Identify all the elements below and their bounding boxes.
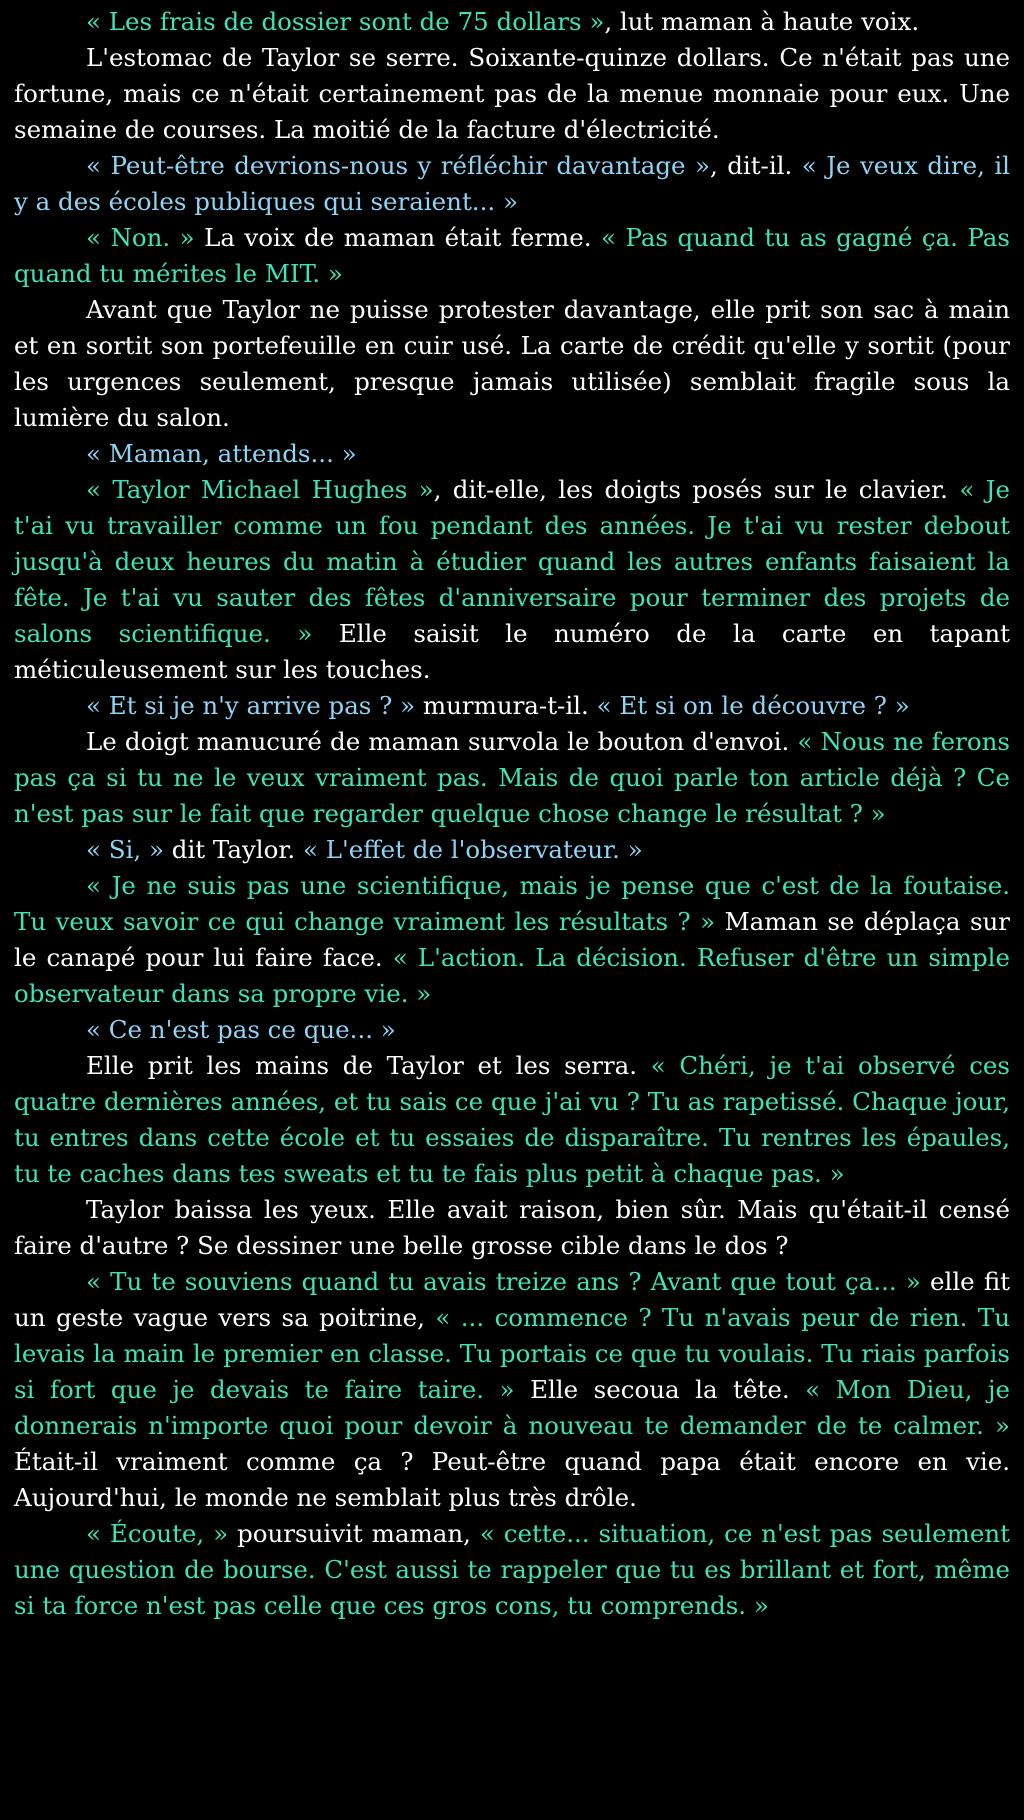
taylor-dialogue: « L'effet de l'observateur. » xyxy=(302,835,643,864)
narration-text: Taylor baissa les yeux. Elle avait raison, bien sûr. Mais qu'était-il censé faire d'autre ? Se dessiner une belle grosse cible dans le dos ? xyxy=(14,1195,1010,1260)
taylor-dialogue: « Maman, attends... » xyxy=(86,439,357,468)
mom-dialogue: « Je t'ai vu travailler comme un fou pendant des années. Je t'ai vu rester debout jusqu'à deux heures du matin à étudier quand les autres enfants faisaient la fête. Je t'ai vu sauter des fêtes d'anniversaire pour terminer des projets de salons scientifique. » xyxy=(14,475,1010,648)
story-paragraph xyxy=(14,1048,1010,1192)
story-paragraph xyxy=(14,832,1010,868)
story-paragraph xyxy=(14,148,1010,220)
mom-dialogue: « Pas quand tu as gagné ça. Pas quand tu mérites le MIT. » xyxy=(14,223,1010,288)
mom-dialogue: « Écoute, » xyxy=(86,1519,229,1548)
taylor-dialogue: « Et si on le découvre ? » xyxy=(596,691,910,720)
taylor-dialogue: « Je veux dire, il y a des écoles publiques qui seraient... » xyxy=(14,151,1010,216)
narration-text: L'estomac de Taylor se serre. Soixante-quinze dollars. Ce n'était pas une fortune, mais ce n'était certainement pas de la menue monnaie pour eux. Une semaine de courses. La moitié de la facture d'électricité. xyxy=(14,43,1010,144)
story-paragraph xyxy=(14,1192,1010,1264)
narration-text: , dit-il. xyxy=(709,151,802,180)
story-paragraph xyxy=(14,868,1010,1012)
story-paragraph xyxy=(14,220,1010,292)
story-paragraph xyxy=(14,688,1010,724)
story-paragraph xyxy=(14,436,1010,472)
narration-text: murmura-t-il. xyxy=(415,691,597,720)
narration-text: elle fit un geste vague vers sa poitrine, xyxy=(14,1267,1011,1332)
mom-dialogue: « L'action. La décision. Refuser d'être un simple observateur dans sa propre vie. » xyxy=(14,943,1010,1008)
mom-dialogue: « cette... situation, ce n'est pas seulement une question de bourse. C'est aussi te rappeler que tu es brillant et fort, même si ta force n'est pas celle que ces gros cons, tu comprends. » xyxy=(14,1519,1010,1620)
narration-text: , dit-elle, les doigts posés sur le clavier. xyxy=(433,475,960,504)
narration-text: Le doigt manucuré de maman survola le bouton d'envoi. xyxy=(86,727,798,756)
story-paragraph xyxy=(14,472,1010,688)
story-paragraph xyxy=(14,724,1010,832)
narration-text: Maman se déplaça sur le canapé pour lui faire face. xyxy=(14,907,1011,972)
mom-dialogue: « Je ne suis pas une scientifique, mais je pense que c'est de la foutaise. Tu veux savoir ce qui change vraiment les résultats ? » xyxy=(14,871,1010,936)
mom-dialogue: « ... commence ? Tu n'avais peur de rien. Tu levais la main le premier en classe. Tu portais ce que tu voulais. Tu riais parfois si fort que je devais te faire taire. » xyxy=(14,1303,1011,1404)
mom-dialogue: « Mon Dieu, je donnerais n'importe quoi pour devoir à nouveau te demander de te calmer. » xyxy=(14,1375,1011,1440)
story-paragraph xyxy=(14,40,1010,148)
story-paragraph xyxy=(14,292,1010,436)
taylor-dialogue: « Ce n'est pas ce que... » xyxy=(86,1015,396,1044)
narration-text: , lut maman à haute voix. xyxy=(604,7,920,36)
mom-dialogue: « Les frais de dossier sont de 75 dollars » xyxy=(86,7,605,36)
mom-dialogue: « Taylor Michael Hughes » xyxy=(86,475,434,504)
narration-text: poursuivit maman, xyxy=(228,1519,480,1548)
mom-dialogue: « Tu te souviens quand tu avais treize ans ? Avant que tout ça... » xyxy=(86,1267,921,1296)
taylor-dialogue: « Peut-être devrions-nous y réfléchir davantage » xyxy=(86,151,710,180)
mom-dialogue: « Non. » xyxy=(86,223,195,252)
story-paragraph xyxy=(14,1264,1010,1516)
story-paragraph xyxy=(14,4,1010,40)
taylor-dialogue: « Et si je n'y arrive pas ? » xyxy=(86,691,416,720)
narration-text: Avant que Taylor ne puisse protester davantage, elle prit son sac à main et en sortit son portefeuille en cuir usé. La carte de crédit qu'elle y sortit (pour les urgences seulement, presque jamais utilisée) semblait fragile sous la lumière du salon. xyxy=(14,295,1010,432)
mom-dialogue: « Chéri, je t'ai observé ces quatre dernières années, et tu sais ce que j'ai vu ? Tu as rapetissé. Chaque jour, tu entres dans cette école et tu essaies de disparaître. Tu rentres les épaules, tu te caches dans tes sweats et tu te fais plus petit à chaque pas. » xyxy=(14,1051,1010,1188)
narration-text: Elle prit les mains de Taylor et les serra. xyxy=(86,1051,651,1080)
narration-text: La voix de maman était ferme. xyxy=(194,223,601,252)
story-paragraph xyxy=(14,1012,1010,1048)
mom-dialogue: « Nous ne ferons pas ça si tu ne le veux vraiment pas. Mais de quoi parle ton article déjà ? Ce n'est pas sur le fait que regarder quelque chose change le résultat ? » xyxy=(14,727,1010,828)
story-paragraph xyxy=(14,1516,1010,1624)
narration-text: Elle secoua la tête. xyxy=(514,1375,806,1404)
taylor-dialogue: « Si, » xyxy=(86,835,164,864)
narration-text: Elle saisit le numéro de la carte en tapant méticuleusement sur les touches. xyxy=(14,619,1010,684)
narration-text: Était-il vraiment comme ça ? Peut-être quand papa était encore en vie. Aujourd'hui, le monde ne semblait plus très drôle. xyxy=(14,1447,1010,1512)
narration-text: dit Taylor. xyxy=(163,835,303,864)
